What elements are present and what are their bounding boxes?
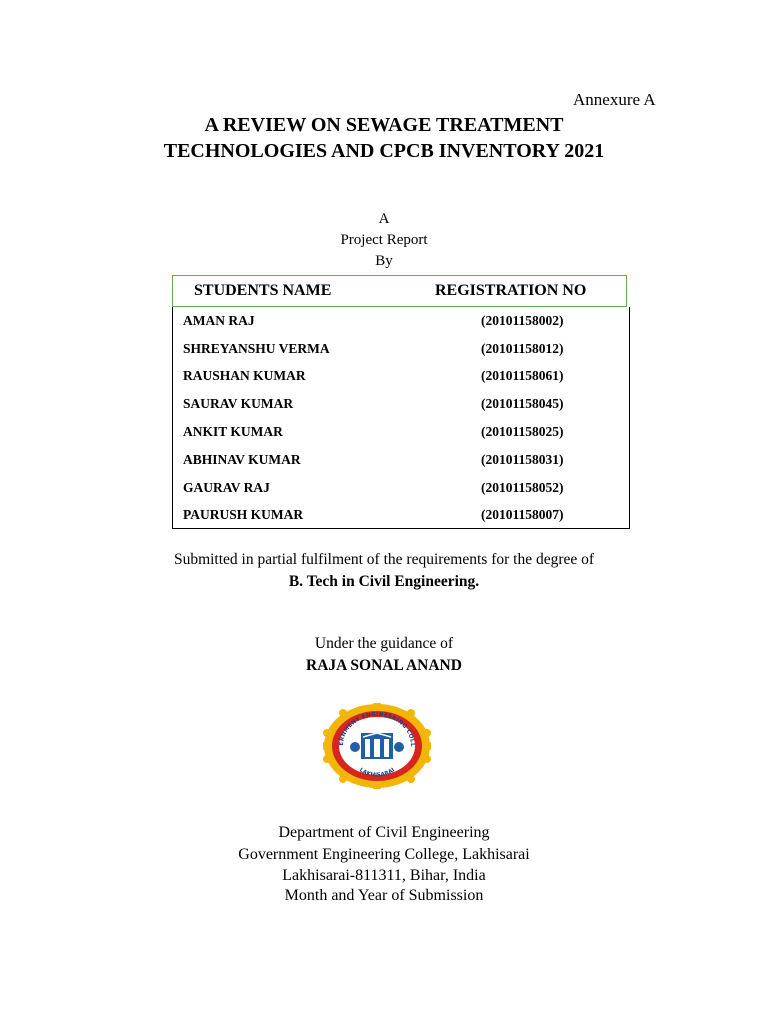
submission-statement: Submitted in partial fulfilment of the requirements for the degree of <box>173 551 595 568</box>
student-name: SAURAV KUMAR <box>183 396 294 411</box>
student-name: AMAN RAJ <box>183 313 255 328</box>
intro-a: A <box>378 211 390 227</box>
student-name: ANKIT KUMAR <box>183 424 283 439</box>
registration-no: (20101158052) <box>481 480 564 495</box>
department-name: Department of Civil Engineering <box>278 824 490 841</box>
registration-no: (20101158012) <box>481 341 564 356</box>
table-row <box>173 480 629 500</box>
annexure-label: Annexure A <box>573 90 656 109</box>
report-title-line-1: A REVIEW ON SEWAGE TREATMENT <box>204 114 564 136</box>
student-name: RAUSHAN KUMAR <box>183 368 306 383</box>
college-name: Government Engineering College, Lakhisarai <box>238 846 530 863</box>
table-row <box>173 452 629 472</box>
intro-project-report: Project Report <box>340 232 428 248</box>
table-row <box>173 424 629 444</box>
student-name: GAURAV RAJ <box>183 480 270 495</box>
degree-name: B. Tech in Civil Engineering. <box>288 573 480 590</box>
student-name: PAURUSH KUMAR <box>183 507 304 522</box>
registration-no: (20101158025) <box>481 424 564 439</box>
registration-no: (20101158002) <box>481 313 564 328</box>
intro-by: By <box>375 253 393 269</box>
table-row <box>173 396 629 416</box>
table-row <box>173 341 629 361</box>
students-table-header <box>172 275 627 307</box>
registration-no: (20101158007) <box>481 507 564 522</box>
table-row <box>173 507 629 527</box>
college-address: Lakhisarai-811311, Bihar, India <box>282 867 486 884</box>
guidance-label: Under the guidance of <box>314 635 454 652</box>
logo-bottom-text: LAKHISARAI <box>357 767 397 779</box>
student-name: SHREYANSHU VERMA <box>183 341 330 356</box>
registration-no: (20101158061) <box>481 368 564 383</box>
table-row <box>173 368 629 388</box>
header-students-name: STUDENTS NAME <box>194 282 332 299</box>
registration-no: (20101158045) <box>481 396 564 411</box>
students-table-body <box>172 307 630 529</box>
report-title-line-2: TECHNOLOGIES AND CPCB INVENTORY 2021 <box>163 140 605 162</box>
guide-name: RAJA SONAL ANAND <box>306 657 462 674</box>
logo-top-text: ERNMENT ENGINEERING COLL <box>338 711 416 748</box>
header-registration-no: REGISTRATION NO <box>435 282 587 299</box>
registration-no: (20101158031) <box>481 452 564 467</box>
college-logo <box>323 703 431 789</box>
submission-date: Month and Year of Submission <box>284 887 484 904</box>
table-row <box>173 313 629 333</box>
student-name: ABHINAV KUMAR <box>183 452 301 467</box>
